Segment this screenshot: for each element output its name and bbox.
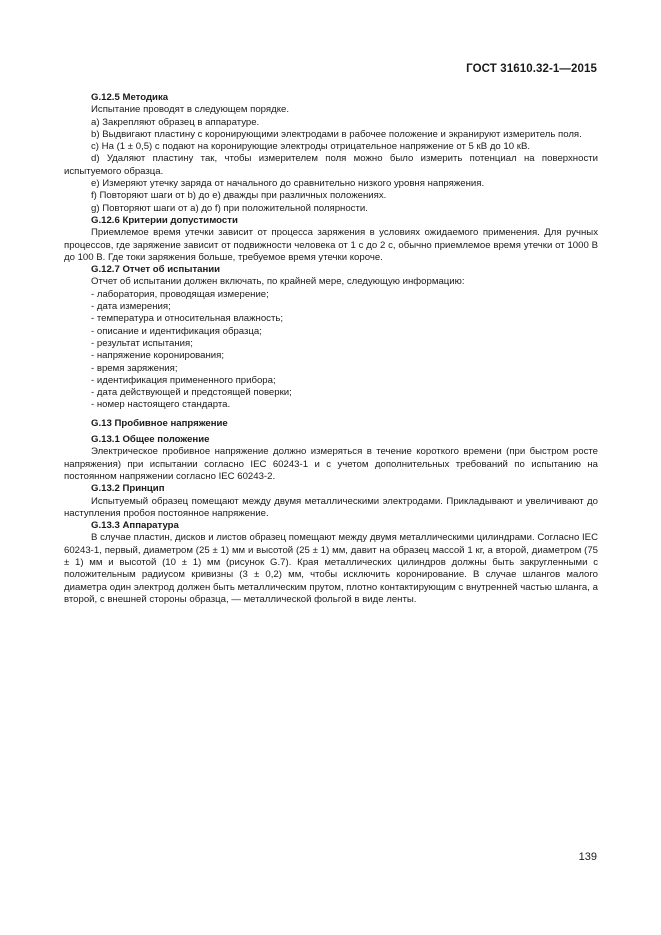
- section-g1226-title: G.12.6 Критерии допустимости: [91, 214, 238, 226]
- list-item: - время заряжения;: [91, 362, 178, 374]
- step-g: g) Повторяют шаги от a) до f) при положительной полярности.: [91, 202, 368, 214]
- step-b: b) Выдвигают пластину с коронирующими электродами в рабочее положение и экранируют измеритель поля.: [91, 128, 582, 140]
- step-c: c) На (1 ± 0,5) с подают на коронирующие электроды отрицательное напряжение от 5 кВ до 10 кВ.: [91, 141, 531, 153]
- section-g1226-text: Приемлемое время утечки зависит от процесса заряжения в условиях ожидаемого применения. Для ручных процессов, где заряжение зависит от подвижности человека от 1 с до 2 с, обычно приемлемое время утечки от 1000 В до 100 В. Где токи заряжения больше, требуемое время утечки короче.: [64, 227, 601, 263]
- section-g132-text: Испытуемый образец помещают между двумя металлическими электродами. Прикладывают и увеличивают до наступления пробоя постоянное напряжение.: [64, 495, 601, 519]
- document-body: [64, 92, 601, 606]
- list-item: - напряжение коронирования;: [91, 350, 225, 362]
- section-g1227-intro: Отчет об испытании должен включать, по крайней мере, следующую информацию:: [91, 276, 465, 288]
- list-item: - номер настоящего стандарта.: [91, 399, 231, 411]
- list-item: - описание и идентификация образца;: [91, 325, 262, 337]
- section-g131-text: Электрическое пробивное напряжение должно измеряться в течение короткого времени (при быстром росте напряжения) при испытании согласно IEC 60243-1 и с учетом дополнительных требований по испытанию на постоянном напряжении согласно IEC 60243-2.: [64, 446, 601, 482]
- list-item: - дата измерения;: [91, 301, 171, 313]
- section-g1227-title: G.12.7 Отчет об испытании: [91, 264, 221, 276]
- step-a: a) Закрепляют образец в аппаратуре.: [91, 116, 260, 128]
- section-g1225-title: G.12.5 Методика: [91, 92, 169, 103]
- section-g13-title: G.13 Пробивное напряжение: [91, 417, 228, 429]
- list-item: - дата действующей и предстоящей поверки;: [91, 387, 292, 399]
- section-g1225-intro: Испытание проводят в следующем порядке.: [91, 104, 290, 116]
- section-g132-title: G.13.2 Принцип: [91, 483, 165, 495]
- list-item: - идентификация примененного прибора;: [91, 374, 276, 386]
- section-g131-title: G.13.1 Общее положение: [91, 434, 210, 446]
- page-number: 139: [578, 851, 597, 863]
- document-header: ГОСТ 31610.32-1—2015: [466, 63, 597, 75]
- section-g133-text: В случае пластин, дисков и листов образец помещают между двумя металлическими цилиндрами. Согласно IEC 60243-1, первый, диаметром (25 ± 1) мм и высотой (25 ± 1) мм, давит на образец массой 1 кг, а второй, диаметром (75 ± 1) мм и высотой (10 ± 1) мм (рисунок G.7). Края металлических цилиндров должны быть закругленными с положительным радиусом кривизны (3 ± 0,2) мм, чтобы исключить коронирование. В случае шлангов малого диаметра один электрод должен быть металлическим прутом, плотно контактирующим с внутренней частью шланга, а второй, с внешней стороны образца, — металлической фольгой в виде ленты.: [64, 532, 601, 605]
- list-item: - результат испытания;: [91, 337, 193, 349]
- section-g133-title: G.13.3 Аппаратура: [91, 520, 179, 532]
- step-e: e) Измеряют утечку заряда от начального до сравнительно низкого уровня напряжения.: [91, 178, 485, 190]
- list-item: - лаборатория, проводящая измерение;: [91, 288, 269, 300]
- step-d: d) Удаляют пластину так, чтобы измерителем поля можно было измерить потенциал на поверхности испытуемого образца.: [64, 153, 601, 177]
- step-f: f) Повторяют шаги от b) до e) дважды при различных положениях.: [91, 190, 387, 202]
- list-item: - температура и относительная влажность;: [91, 313, 284, 325]
